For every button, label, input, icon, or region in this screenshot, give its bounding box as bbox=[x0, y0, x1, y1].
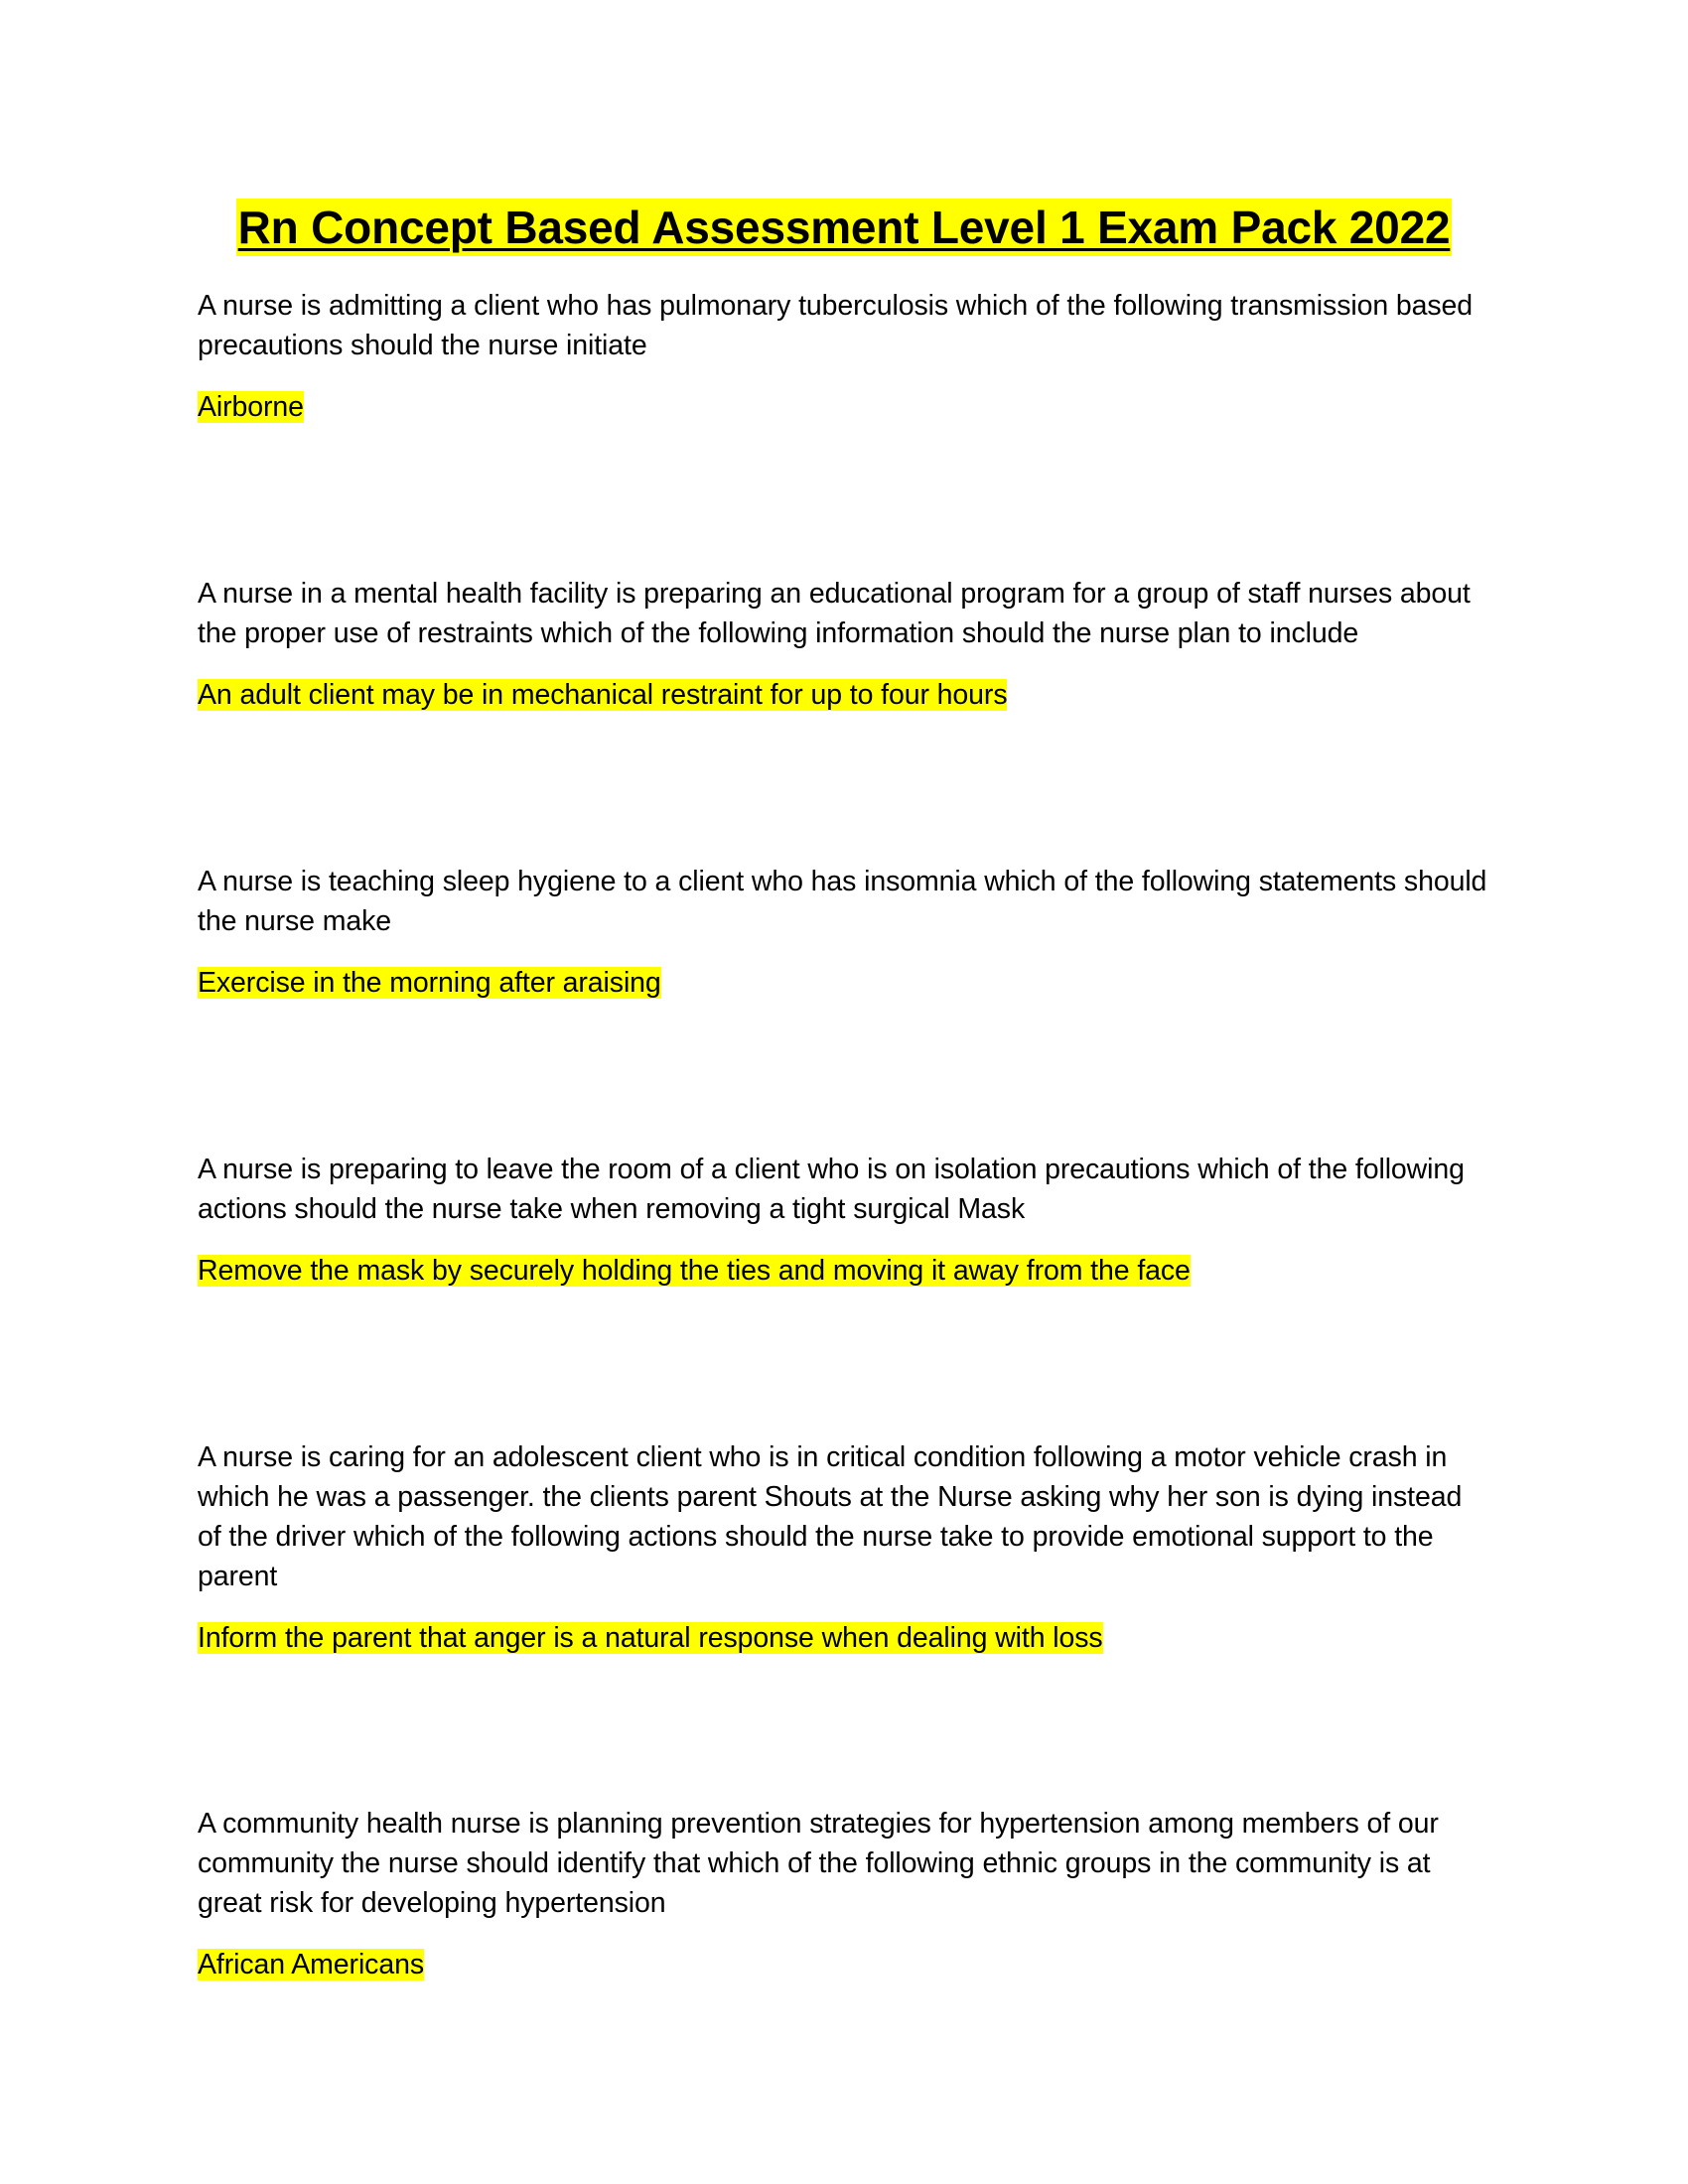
title-container bbox=[0, 199, 1688, 256]
answer-text bbox=[198, 1618, 1488, 1658]
qa-item-2 bbox=[198, 574, 1488, 715]
qa-item-1 bbox=[198, 286, 1488, 427]
document-title: Rn Concept Based Assessment Level 1 Exam Pack 2022 bbox=[236, 199, 1453, 256]
answer-text bbox=[198, 1251, 1488, 1291]
qa-item-6 bbox=[198, 1804, 1488, 1984]
question-text: A nurse is admitting a client who has pulmonary tuberculosis which of the following transmission based precautions should the nurse initiate bbox=[198, 290, 1474, 361]
qa-item-4 bbox=[198, 1150, 1488, 1291]
qa-item-3 bbox=[198, 862, 1488, 1003]
answer-highlight: African Americans bbox=[198, 1949, 424, 1980]
answer-highlight: Remove the mask by securely holding the ties and moving it away from the face bbox=[198, 1255, 1191, 1287]
answer-text bbox=[198, 387, 1488, 427]
question-text: A nurse is teaching sleep hygiene to a client who has insomnia which of the following statements should the nurse make bbox=[198, 866, 1487, 937]
answer-text bbox=[198, 1945, 1488, 1984]
question-text: A nurse is preparing to leave the room of a client who is on isolation precautions which of the following actions should the nurse take when removing a tight surgical Mask bbox=[198, 1154, 1465, 1225]
qa-item-5 bbox=[198, 1437, 1488, 1658]
answer-highlight: Airborne bbox=[198, 391, 304, 423]
answer-text bbox=[198, 963, 1488, 1003]
question-text: A nurse in a mental health facility is preparing an educational program for a group of staff nurses about the proper use of restraints which of the following information should the nurse plan to include bbox=[198, 578, 1471, 649]
answer-highlight: Exercise in the morning after araising bbox=[198, 967, 661, 999]
question-text: A nurse is caring for an adolescent client who is in critical condition following a motor vehicle crash in which he was a passenger. the clients parent Shouts at the Nurse asking why her son is dying instead of the driver which of the following actions should the nurse take to provide emotional support to the parent bbox=[198, 1441, 1463, 1592]
answer-highlight: Inform the parent that anger is a natural response when dealing with loss bbox=[198, 1622, 1103, 1654]
answer-highlight: An adult client may be in mechanical restraint for up to four hours bbox=[198, 679, 1008, 711]
question-text: A community health nurse is planning prevention strategies for hypertension among members of our community the nurse should identify that which of the following ethnic groups in the community is at great risk for developing hypertension bbox=[198, 1808, 1439, 1919]
answer-text bbox=[198, 675, 1488, 715]
